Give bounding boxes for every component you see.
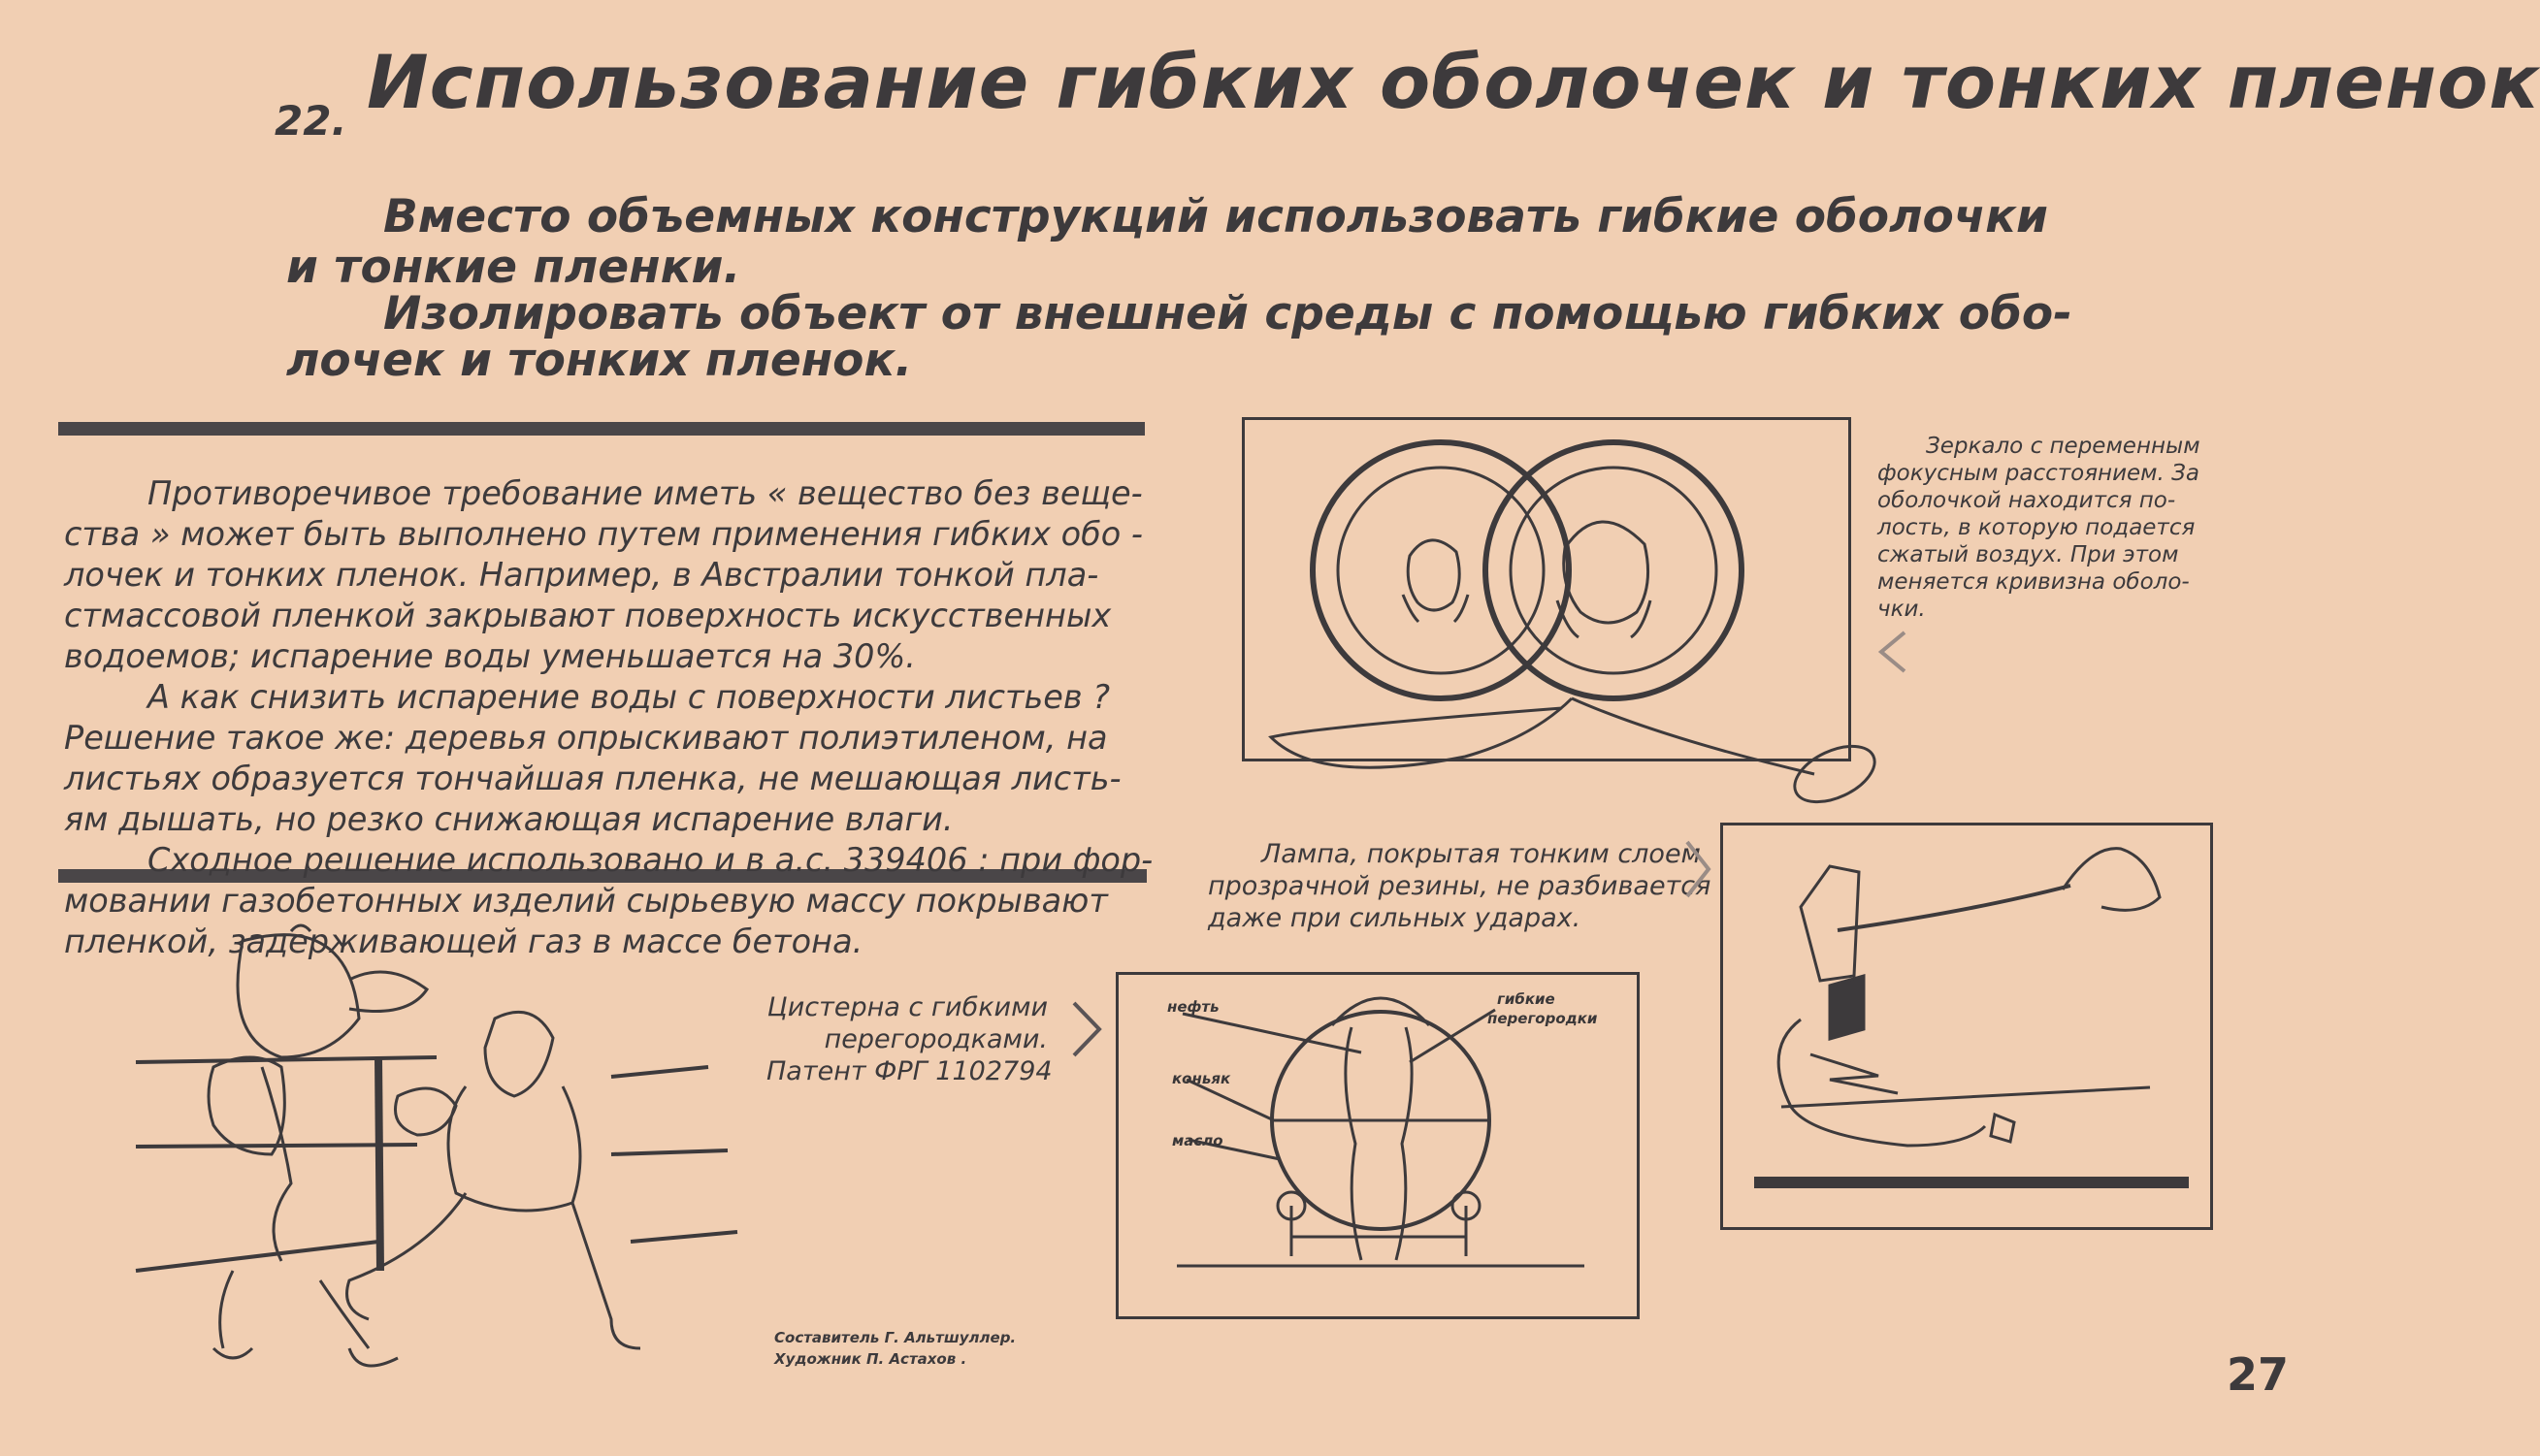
pointer-arrow-left-icon (1877, 631, 1906, 673)
mirror-caption-line: фокусным расстоянием. За (1877, 461, 2199, 486)
main-text-line: Сходное решение использовано и в а.с. 339406 : при фор- (147, 841, 1154, 879)
main-text-line: листьях образуется тончайшая пленка, не мешающая листь- (64, 760, 1122, 797)
hammer-and-lamp-illustration (1723, 825, 2216, 1233)
principle-line-2: и тонкие пленки. (286, 241, 741, 294)
main-text-line: ям дышать, но резко снижающая испарение влаги. (64, 800, 954, 838)
principle-line-1: Вместо объемных конструкций использовать гибкие оболочки (383, 190, 2048, 243)
tank-caption (766, 991, 1053, 1087)
tank-illustration-frame (1116, 972, 1640, 1319)
top-divider (58, 422, 1145, 436)
page-title: Использование гибких оболочек и тонких пленок (367, 39, 2540, 125)
credits (774, 1327, 1016, 1370)
main-text (64, 473, 1153, 962)
main-text-line: пленкой, задерживающей газ в массе бетона. (64, 922, 863, 960)
main-text-line: ства » может быть выполнено путем применения гибких обо - (64, 515, 1143, 553)
mirror-caption-line: Зеркало с переменным (1926, 434, 2200, 459)
tank-label-cognac: коньяк (1172, 1070, 1231, 1087)
main-text-line: лочек и тонких пленок. Например, в Австралии тонкой пла- (64, 556, 1099, 594)
credits-compiler: Составитель Г. Альтшуллер. (774, 1329, 1017, 1346)
principle-line-3: Изолировать объект от внешней среды с помощью гибких обо- (383, 287, 2072, 340)
mirror-caption-line: сжатый воздух. При этом (1877, 542, 2179, 567)
credits-artist: Художник П. Астахов . (774, 1350, 967, 1368)
pointer-arrow-right-icon (1070, 1001, 1103, 1057)
main-text-line: стмассовой пленкой закрывают поверхность искусственных (64, 597, 1112, 634)
main-text-line: Противоречивое требование иметь « вещество без веще- (147, 474, 1143, 512)
tank-caption-line: перегородками. (824, 1024, 1048, 1054)
tank-label-partitions-1: гибкие (1497, 990, 1555, 1008)
mirror-caption-line: чки. (1877, 597, 1926, 622)
main-text-line: Решение такое же: деревья опрыскивают полиэтиленом, на (64, 719, 1108, 757)
boxers-illustration (126, 922, 747, 1377)
mirror-caption (1877, 433, 2200, 623)
tank-label-butter: масло (1172, 1132, 1223, 1149)
mirror-caption-line: меняется кривизна оболо- (1877, 569, 2190, 595)
tank-label-partitions-2: перегородки (1487, 1010, 1598, 1027)
lamp-caption (1208, 838, 1710, 934)
tank-caption-line: Цистерна с гибкими (766, 992, 1048, 1022)
mirror-caption-line: лость, в которую подается (1877, 515, 2196, 540)
pointer-arrow-right-icon (1683, 840, 1712, 898)
lamp-caption-line: даже при сильных ударах. (1208, 903, 1581, 933)
lamp-caption-line: прозрачной резины, не разбивается (1208, 871, 1711, 901)
lamp-caption-line: Лампа, покрытая тонким слоем (1261, 839, 1701, 869)
tank-label-oil: нефть (1167, 998, 1220, 1016)
main-text-line: водоемов; испарение воды уменьшается на 30%. (64, 637, 916, 675)
main-text-line: мовании газобетонных изделий сырьевую массу покрывают (64, 882, 1108, 920)
variable-focus-mirror-illustration (1245, 420, 1854, 764)
mirror-illustration-frame (1242, 417, 1851, 761)
lamp-illustration-frame (1720, 823, 2213, 1230)
main-text-line: А как снизить испарение воды с поверхности листьев ? (147, 678, 1111, 716)
principle-line-4: лочек и тонких пленок. (286, 334, 913, 387)
section-number: 22. (275, 97, 347, 145)
page-number: 27 (2227, 1348, 2290, 1401)
tank-caption-line: Патент ФРГ 1102794 (766, 1056, 1053, 1086)
mirror-caption-line: оболочкой находится по- (1877, 488, 2176, 513)
